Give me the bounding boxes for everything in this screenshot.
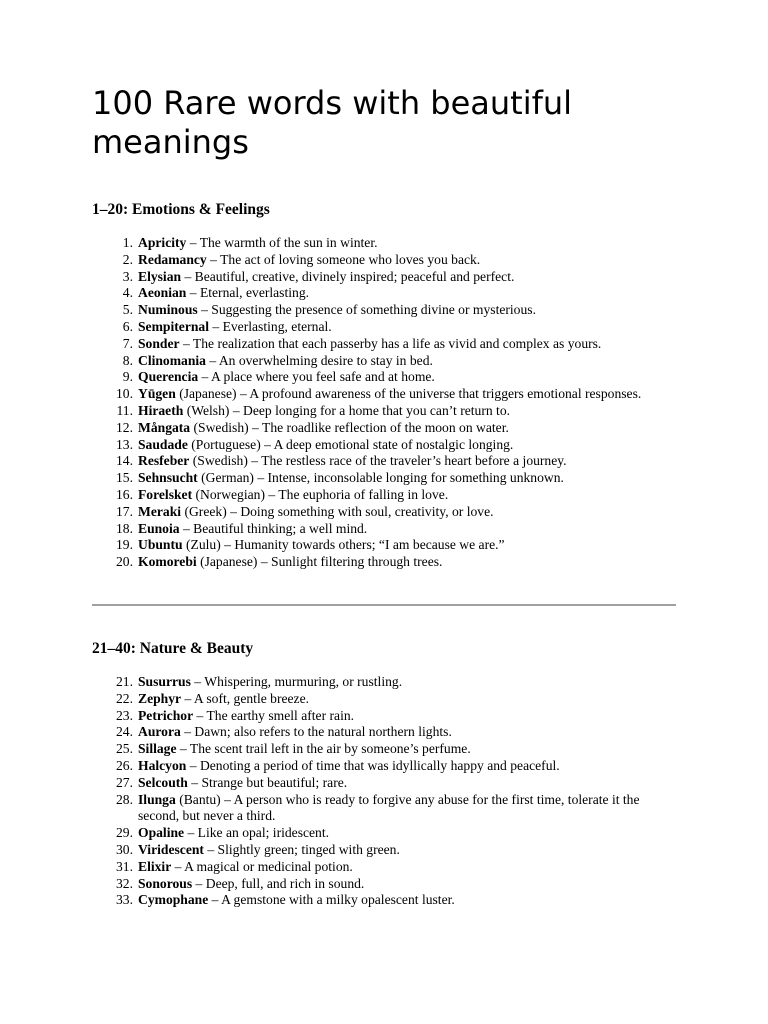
item-origin: (Japanese) — [179, 386, 237, 402]
list-item: 1. Apricity – The warmth of the sun in winter. — [92, 235, 682, 252]
item-word: Querencia — [138, 369, 199, 385]
item-definition: Strange but beautiful; rare. — [201, 774, 348, 790]
item-word: Aurora — [138, 724, 181, 740]
item-definition: Eternal, everlasting. — [199, 285, 310, 301]
item-number: 12. — [116, 419, 133, 435]
item-word: Sonder — [138, 335, 180, 351]
item-word: Redamancy — [138, 251, 207, 267]
item-definition: A place where you feel safe and at home. — [211, 369, 435, 385]
item-number: 2. — [122, 251, 133, 267]
item-definition: Doing something with soul, creativity, or love. — [240, 503, 494, 519]
item-definition: Everlasting, eternal. — [222, 318, 332, 334]
item-word: Clinomania — [138, 352, 206, 368]
list-item: 19. Ubuntu (Zulu) – Humanity towards others; “I am because we are.” — [92, 537, 682, 554]
item-number: 9. — [122, 369, 133, 385]
list-item: 23. Petrichor – The earthy smell after rain. — [92, 708, 682, 725]
item-word: Numinous — [138, 302, 198, 318]
item-number: 30. — [116, 841, 133, 857]
item-number: 32. — [116, 875, 133, 891]
list-item: 16. Forelsket (Norwegian) – The euphoria of falling in love. — [92, 487, 682, 504]
item-definition: Slightly green; tinged with green. — [217, 841, 400, 857]
item-definition: The earthy smell after rain. — [206, 707, 355, 723]
page-title: 100 Rare words with beautiful meanings — [92, 84, 573, 161]
item-origin: (Bantu) — [179, 791, 221, 807]
item-number: 4. — [122, 285, 133, 301]
list-item: 5. Numinous – Suggesting the presence of something divine or mysterious. — [92, 302, 682, 319]
list-item: 33. Cymophane – A gemstone with a milky opalescent luster. — [92, 892, 682, 909]
list-item: 27. Selcouth – Strange but beautiful; rare. — [92, 775, 682, 792]
word-list — [92, 235, 682, 571]
item-word: Mångata — [138, 419, 191, 435]
item-word: Eunoia — [138, 520, 180, 536]
item-number: 16. — [116, 486, 133, 502]
item-word: Sonorous — [138, 875, 193, 891]
item-origin: (Swedish) — [193, 419, 249, 435]
item-definition: Dawn; also refers to the natural northern lights. — [194, 724, 452, 740]
item-origin: (Zulu) — [186, 537, 221, 553]
item-number: 5. — [122, 302, 133, 318]
item-word: Opaline — [138, 825, 185, 841]
list-item: 3. Elysian – Beautiful, creative, divinely inspired; peaceful and perfect. — [92, 269, 682, 286]
item-definition: An overwhelming desire to stay in bed. — [218, 352, 433, 368]
item-word: Saudade — [138, 436, 188, 452]
list-item: 26. Halcyon – Denoting a period of time that was idyllically happy and peaceful. — [92, 758, 682, 775]
item-number: 6. — [122, 318, 133, 334]
item-word: Hiraeth — [138, 402, 184, 418]
list-item: 25. Sillage – The scent trail left in the air by someone’s perfume. — [92, 741, 682, 758]
item-number: 10. — [116, 386, 133, 402]
list-item: 11. Hiraeth (Welsh) – Deep longing for a home that you can’t return to. — [92, 403, 682, 420]
item-number: 1. — [122, 235, 133, 250]
list-item: 7. Sonder – The realization that each passerby has a life as vivid and complex as yours. — [92, 336, 682, 353]
item-definition: Beautiful thinking; a well mind. — [193, 520, 368, 536]
item-origin: (Greek) — [184, 503, 227, 519]
item-definition: Humanity towards others; “I am because we are.” — [234, 537, 505, 553]
item-number: 24. — [116, 724, 133, 740]
horizontal-divider — [92, 604, 676, 606]
list-item: 18. Eunoia – Beautiful thinking; a well mind. — [92, 521, 682, 538]
item-number: 15. — [116, 470, 133, 486]
item-definition: A soft, gentle breeze. — [193, 690, 310, 706]
item-word: Apricity — [138, 235, 187, 250]
item-definition: A gemstone with a milky opalescent luster. — [221, 892, 455, 908]
item-number: 20. — [116, 554, 133, 570]
list-item: 17. Meraki (Greek) – Doing something with soul, creativity, or love. — [92, 504, 682, 521]
item-definition: A magical or medicinal potion. — [184, 858, 353, 874]
item-origin: (Swedish) — [192, 453, 248, 469]
item-word: Viridescent — [138, 841, 204, 857]
item-number: 7. — [122, 335, 133, 351]
item-definition: A deep emotional state of nostalgic longing. — [273, 436, 514, 452]
item-definition: Suggesting the presence of something divine or mysterious. — [211, 302, 536, 318]
list-item: 31. Elixir – A magical or medicinal potion. — [92, 859, 682, 876]
item-word: Yūgen — [138, 386, 176, 402]
item-number: 25. — [116, 741, 133, 757]
item-definition: Like an opal; iridescent. — [197, 825, 330, 841]
section-heading: 21–40: Nature & Beauty — [92, 640, 254, 657]
item-definition: The roadlike reflection of the moon on water. — [262, 419, 509, 435]
list-item: 12. Mångata (Swedish) – The roadlike reflection of the moon on water. — [92, 420, 682, 437]
list-item: 14. Resfeber (Swedish) – The restless race of the traveler’s heart before a journey. — [92, 453, 682, 470]
item-definition: Intense, inconsolable longing for something unknown. — [267, 470, 564, 486]
list-item: 24. Aurora – Dawn; also refers to the natural northern lights. — [92, 724, 682, 741]
list-item: 4. Aeonian – Eternal, everlasting. — [92, 285, 682, 302]
item-word: Forelsket — [138, 486, 193, 502]
item-definition: Deep, full, and rich in sound. — [205, 875, 365, 891]
item-word: Sehnsucht — [138, 470, 198, 486]
item-word: Zephyr — [138, 690, 182, 706]
list-item: 9. Querencia – A place where you feel safe and at home. — [92, 369, 682, 386]
item-origin: (Welsh) — [186, 402, 230, 418]
item-definition: The restless race of the traveler’s heart before a journey. — [261, 453, 567, 469]
list-item: 15. Sehnsucht (German) – Intense, inconsolable longing for something unknown. — [92, 470, 682, 487]
item-definition: The act of loving someone who loves you back. — [220, 251, 481, 267]
item-definition: The scent trail left in the air by someone’s perfume. — [189, 741, 471, 757]
item-word: Meraki — [138, 503, 182, 519]
item-word: Cymophane — [138, 892, 209, 908]
item-word: Elysian — [138, 268, 182, 284]
list-item: 30. Viridescent – Slightly green; tinged with green. — [92, 842, 682, 859]
item-number: 3. — [122, 268, 133, 284]
list-item: 8. Clinomania – An overwhelming desire to stay in bed. — [92, 353, 682, 370]
item-number: 23. — [116, 707, 133, 723]
item-definition: Whispering, murmuring, or rustling. — [204, 674, 403, 689]
item-word: Ilunga — [138, 791, 176, 807]
item-number: 33. — [116, 892, 133, 908]
item-number: 8. — [122, 352, 133, 368]
item-number: 13. — [116, 436, 133, 452]
item-word: Elixir — [138, 858, 172, 874]
item-definition: Beautiful, creative, divinely inspired; peaceful and perfect. — [194, 268, 515, 284]
item-word: Susurrus — [138, 674, 191, 689]
item-number: 14. — [116, 453, 133, 469]
item-number: 11. — [116, 402, 133, 418]
list-item: 28. Ilunga (Bantu) – A person who is ready to forgive any abuse for the first time, tolerate it the second, but never a third. — [92, 792, 682, 826]
item-number: 28. — [116, 791, 133, 807]
item-word: Komorebi — [138, 554, 197, 570]
list-item: 21. Susurrus – Whispering, murmuring, or rustling. — [92, 674, 682, 691]
item-definition: Sunlight filtering through trees. — [271, 554, 443, 570]
item-definition: The warmth of the sun in winter. — [199, 235, 378, 250]
item-word: Ubuntu — [138, 537, 183, 553]
item-origin: (German) — [201, 470, 254, 486]
item-number: 27. — [116, 774, 133, 790]
item-definition: Deep longing for a home that you can’t return to. — [243, 402, 511, 418]
item-origin: (Portuguese) — [191, 436, 261, 452]
list-item: 22. Zephyr – A soft, gentle breeze. — [92, 691, 682, 708]
word-list — [92, 674, 682, 909]
item-word: Aeonian — [138, 285, 187, 301]
item-number: 18. — [116, 520, 133, 536]
item-number: 26. — [116, 757, 133, 773]
item-number: 17. — [116, 503, 133, 519]
section-emotions-feelings — [92, 200, 682, 571]
item-number: 22. — [116, 690, 133, 706]
item-definition: The realization that each passerby has a life as vivid and complex as yours. — [192, 335, 602, 351]
item-word: Petrichor — [138, 707, 194, 723]
list-item: 29. Opaline – Like an opal; iridescent. — [92, 825, 682, 842]
list-item: 13. Saudade (Portuguese) – A deep emotional state of nostalgic longing. — [92, 437, 682, 454]
item-number: 29. — [116, 825, 133, 841]
item-origin: (Norwegian) — [195, 486, 265, 502]
list-item: 10. Yūgen (Japanese) – A profound awareness of the universe that triggers emotional responses. — [92, 386, 682, 403]
section-nature-beauty — [92, 639, 682, 909]
section-heading: 1–20: Emotions & Feelings — [92, 201, 270, 218]
item-word: Sillage — [138, 741, 177, 757]
item-definition: Denoting a period of time that was idyllically happy and peaceful. — [199, 757, 560, 773]
item-origin: (Japanese) — [200, 554, 258, 570]
item-number: 21. — [116, 674, 133, 689]
item-number: 19. — [116, 537, 133, 553]
item-word: Resfeber — [138, 453, 190, 469]
item-definition: A profound awareness of the universe that triggers emotional responses. — [249, 386, 642, 402]
item-definition: A person who is ready to forgive any abuse for the first time, tolerate it the second, but never a third. — [138, 791, 640, 824]
list-item: 6. Sempiternal – Everlasting, eternal. — [92, 319, 682, 336]
list-item: 2. Redamancy – The act of loving someone who loves you back. — [92, 252, 682, 269]
item-word: Halcyon — [138, 757, 187, 773]
list-item: 32. Sonorous – Deep, full, and rich in sound. — [92, 876, 682, 893]
item-word: Sempiternal — [138, 318, 209, 334]
item-word: Selcouth — [138, 774, 188, 790]
item-number: 31. — [116, 858, 133, 874]
list-item: 20. Komorebi (Japanese) – Sunlight filtering through trees. — [92, 554, 682, 571]
item-definition: The euphoria of falling in love. — [278, 486, 449, 502]
